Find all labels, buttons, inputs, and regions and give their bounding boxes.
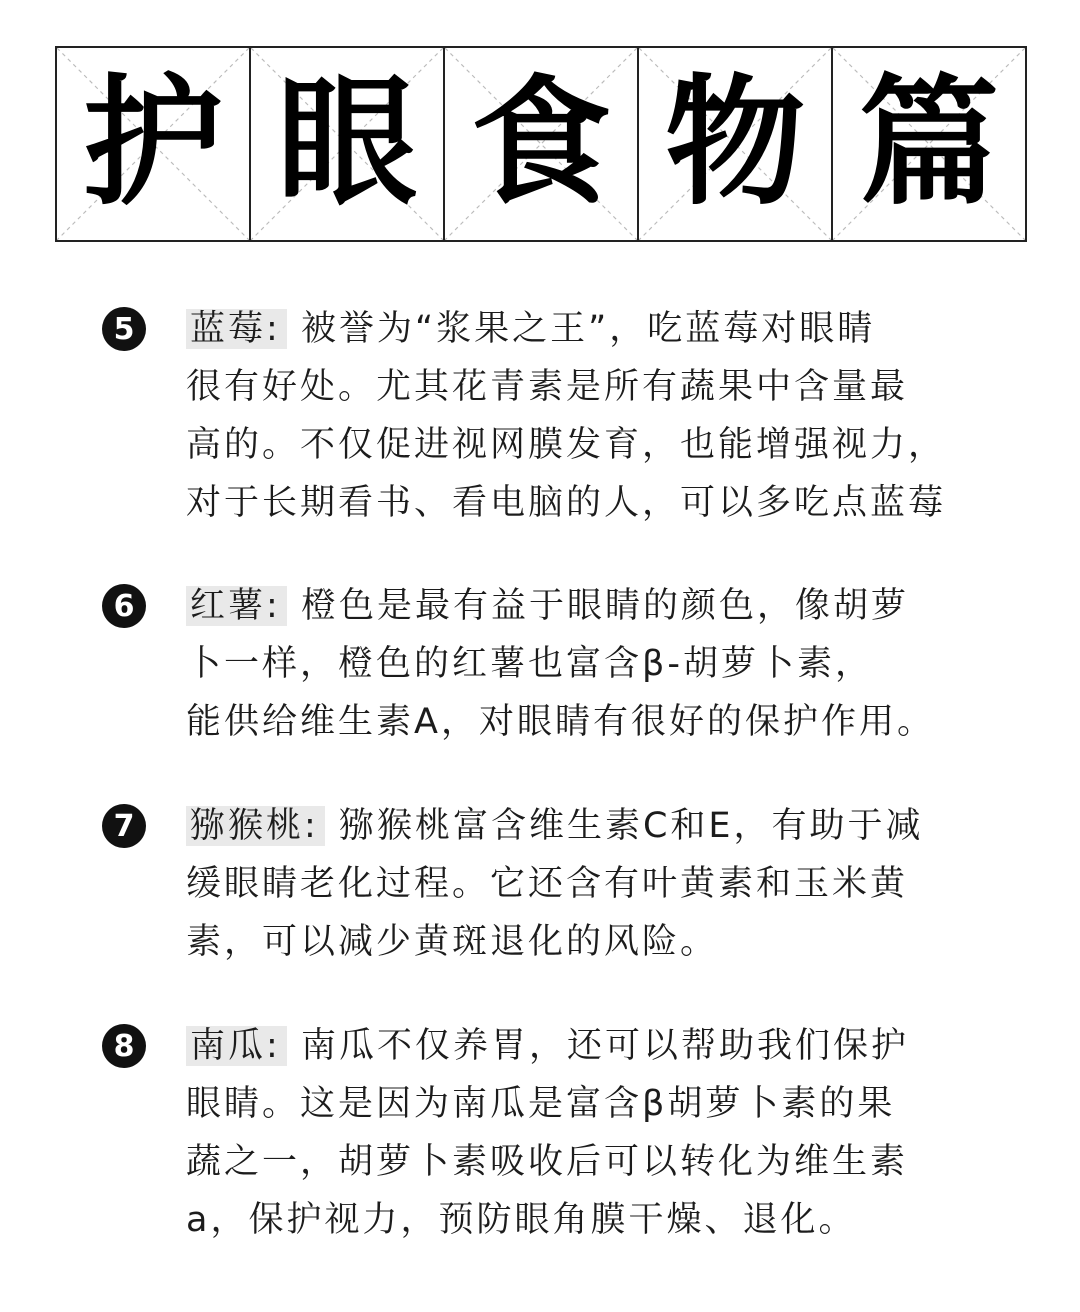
line-text: 南瓜不仅养胃，还可以帮助我们保护 xyxy=(300,1026,909,1066)
title-grid xyxy=(55,46,1027,242)
entry-line: 高的。不仅促进视网膜发育，也能增强视力， xyxy=(186,425,947,465)
keyword-label: 红薯: xyxy=(186,586,287,626)
entry-line xyxy=(186,300,976,358)
title-cell xyxy=(833,48,1025,240)
entry-line: 能供给维生素A，对眼睛有很好的保护作用。 xyxy=(186,702,935,742)
title-char: 食 xyxy=(470,62,611,225)
title-cell xyxy=(251,48,445,240)
title-char: 篇 xyxy=(858,62,999,225)
entry-line: 对于长期看书、看电脑的人，可以多吃点蓝莓 xyxy=(186,483,947,523)
title-char: 物 xyxy=(664,62,805,225)
keyword-label: 南瓜: xyxy=(186,1026,287,1066)
entry-text xyxy=(186,577,976,751)
entry-line: 缓眼睛老化过程。它还含有叶黄素和玉米黄 xyxy=(186,864,909,904)
entry-line: 很有好处。尤其花青素是所有蔬果中含量最 xyxy=(186,367,909,407)
line-text: 橙色是最有益于眼睛的颜色，像胡萝 xyxy=(300,586,909,626)
number-badge: 8 xyxy=(102,1024,146,1068)
entry-line xyxy=(186,797,976,855)
entry-text xyxy=(186,797,976,971)
keyword-label: 猕猴桃: xyxy=(186,806,325,846)
number-badge: 5 xyxy=(102,307,146,351)
entry-line xyxy=(186,577,976,635)
keyword-label: 蓝莓: xyxy=(186,309,287,349)
title-cell xyxy=(57,48,251,240)
number-badge: 7 xyxy=(102,804,146,848)
title-char: 护 xyxy=(82,62,223,225)
entry-line: a，保护视力，预防眼角膜干燥、退化。 xyxy=(186,1200,857,1240)
number-badge: 6 xyxy=(102,584,146,628)
entry-text xyxy=(186,1017,976,1249)
title-cell xyxy=(639,48,833,240)
entry-text xyxy=(186,300,976,532)
line-text: 被誉为“浆果之王”，吃蓝莓对眼睛 xyxy=(300,309,876,349)
entry-line: 蔬之一，胡萝卜素吸收后可以转化为维生素 xyxy=(186,1142,909,1182)
entry-line xyxy=(186,1017,976,1075)
title-cell xyxy=(445,48,639,240)
entry-line: 卜一样，橙色的红薯也富含β-胡萝卜素， xyxy=(186,644,873,684)
title-char: 眼 xyxy=(276,62,417,225)
entry-line: 素，可以减少黄斑退化的风险。 xyxy=(186,922,719,962)
entry-line: 眼睛。这是因为南瓜是富含β胡萝卜素的果 xyxy=(186,1084,896,1124)
line-text: 猕猴桃富含维生素C和E，有助于减 xyxy=(338,806,924,846)
